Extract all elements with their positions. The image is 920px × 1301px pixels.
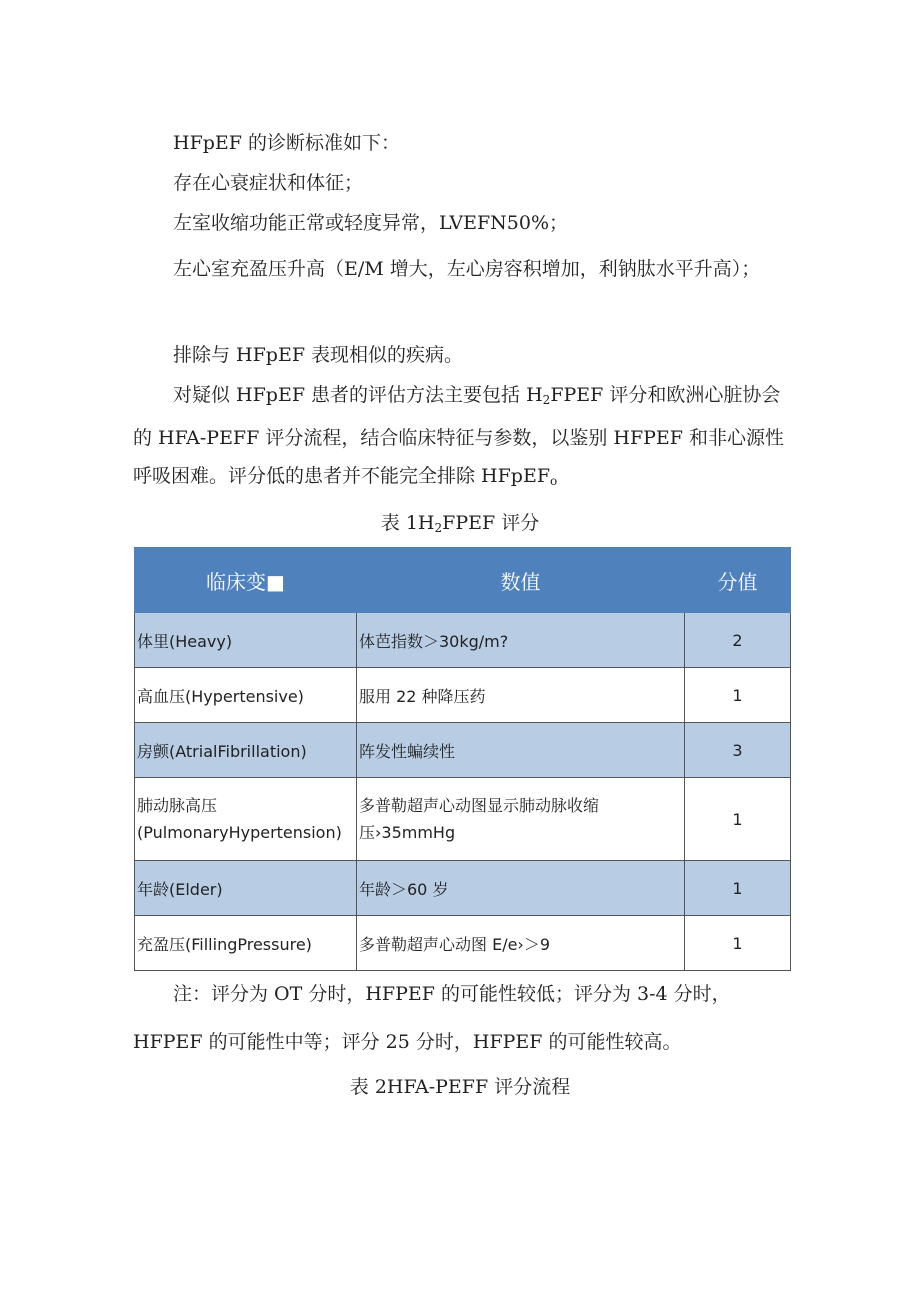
h2fpef-score-table — [134, 547, 791, 971]
table-header-row — [135, 548, 791, 613]
subscript-o: o — [550, 474, 558, 488]
table1-caption-a: 表 1H — [380, 512, 435, 534]
paragraph-criteria-2: 左室收缩功能正常或轻度异常，LVEFN50%； — [173, 212, 568, 234]
cell-value: 体芭指数＞30kg/m? — [357, 613, 685, 668]
paragraph-criteria-3: 左心室充盈压升高（E/M 增大，左心房容积增加，利钠肽水平升高）； — [173, 258, 761, 280]
cell-variable: 年龄(Elder) — [135, 861, 357, 916]
table2-caption: 表 2HFA-PEFF 评分流程 — [349, 1076, 571, 1098]
cell-variable: 房颤(AtrialFibrillation) — [135, 723, 357, 778]
cell-score: 2 — [685, 613, 791, 668]
cell-score: 1 — [685, 668, 791, 723]
paragraph-criteria-intro: HFpEF 的诊断标准如下： — [173, 132, 401, 154]
table1-caption-b: FPEF 评分 — [442, 512, 540, 534]
evaluation-text-a: 对疑似 HFpEF 患者的评估方法主要包括 H — [173, 384, 543, 406]
table-note: 注：评分为 OT 分时，HFPEF 的可能性较低；评分为 3-4 分时，HFPEF 的可能性中等；评分 25 分时，HFPEF 的可能性较高。 — [133, 983, 731, 1053]
cell-score: 1 — [685, 861, 791, 916]
table1-caption — [0, 508, 920, 535]
cell-score: 3 — [685, 723, 791, 778]
cell-value: 年龄＞60 岁 — [357, 861, 685, 916]
paragraph-evaluation — [133, 376, 793, 500]
cell-score: 1 — [685, 778, 791, 861]
header-variable: 临床变■ — [135, 548, 357, 613]
header-value: 数值 — [357, 548, 685, 613]
table-row — [135, 723, 791, 778]
cell-variable: 体里(Heavy) — [135, 613, 357, 668]
cell-value: 多普勒超声心动图 E/e›＞9 — [357, 916, 685, 971]
table-row — [135, 861, 791, 916]
table-row — [135, 916, 791, 971]
subscript-2: 2 — [542, 393, 551, 407]
header-score: 分值 — [685, 548, 791, 613]
table-row — [135, 613, 791, 668]
paragraph-criteria-1: 存在心衰症状和体征； — [173, 172, 364, 194]
table-row — [135, 668, 791, 723]
cell-variable: 高血压(Hypertensive) — [135, 668, 357, 723]
cell-value: 阵发性蝙续性 — [357, 723, 685, 778]
table1-caption-sub: 2 — [434, 521, 443, 535]
cell-variable: 肺动脉高压(PulmonaryHypertension) — [135, 778, 357, 861]
paragraph-criteria-4: 排除与 HFpEF 表现相似的疾病。 — [173, 344, 464, 366]
cell-value: 多普勒超声心动图显示肺动脉收缩压›35mmHg — [357, 778, 685, 861]
evaluation-text-b: FPEF 评分和欧洲心脏协会的 HFA-PEFF 评分流程，结合临床特征与参数，以鉴别 HFPEF 和非心源性呼吸困难。评分低的患者并不能完全排除 HFpEF — [133, 384, 785, 487]
table-row — [135, 778, 791, 861]
cell-value: 服用 22 种降压药 — [357, 668, 685, 723]
cell-variable: 充盈压(FillingPressure) — [135, 916, 357, 971]
cell-score: 1 — [685, 916, 791, 971]
